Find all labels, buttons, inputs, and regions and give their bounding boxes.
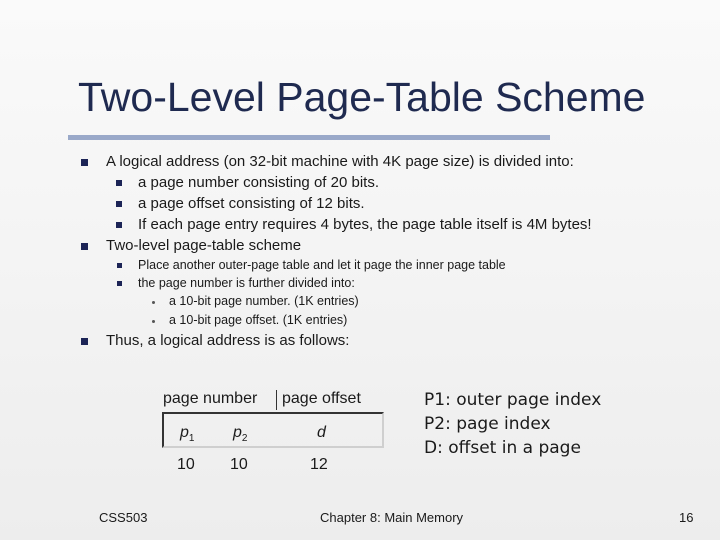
bullet-square-icon bbox=[81, 159, 88, 166]
field-p1-bits: 10 bbox=[177, 456, 195, 473]
bullet-text: the page number is further divided into: bbox=[138, 276, 355, 290]
bullet-square-icon bbox=[116, 201, 122, 207]
field-name: p bbox=[180, 424, 189, 441]
bullet-text: Place another outer-page table and let it page the inner page table bbox=[138, 258, 506, 272]
bullet-text: If each page entry requires 4 bytes, the page table itself is 4M bytes! bbox=[138, 216, 592, 233]
legend-line: P1: outer page index bbox=[424, 390, 602, 410]
field-subscript: 2 bbox=[241, 433, 248, 445]
field-d bbox=[317, 424, 326, 442]
bullet-square-icon bbox=[117, 263, 122, 268]
field-name: d bbox=[317, 424, 326, 441]
slide-title: Two-Level Page-Table Scheme bbox=[78, 74, 646, 120]
bullet-square-icon bbox=[117, 281, 122, 286]
field-p2-bits: 10 bbox=[230, 456, 248, 473]
footer-course: CSS503 bbox=[99, 510, 148, 525]
legend-line: P2: page index bbox=[424, 414, 551, 434]
bullet-square-icon bbox=[116, 222, 122, 228]
field-p1 bbox=[180, 424, 194, 444]
bullet-square-icon bbox=[81, 338, 88, 345]
page-offset-label: page offset bbox=[282, 390, 361, 407]
bullet-text: a 10-bit page number. (1K entries) bbox=[169, 294, 359, 308]
bullet-text: A logical address (on 32-bit machine with 4K page size) is divided into: bbox=[106, 153, 574, 170]
field-name: p bbox=[233, 424, 242, 441]
bullet-dot-icon bbox=[152, 301, 155, 304]
bullet-dot-icon bbox=[152, 320, 155, 323]
legend-line: D: offset in a page bbox=[424, 438, 581, 458]
bullet-square-icon bbox=[116, 180, 122, 186]
address-field-box bbox=[162, 412, 384, 448]
bullet-text: a page number consisting of 20 bits. bbox=[138, 174, 379, 191]
field-p2 bbox=[233, 424, 247, 444]
field-d-bits: 12 bbox=[310, 456, 328, 473]
label-separator bbox=[276, 390, 277, 410]
bullet-text: a page offset consisting of 12 bits. bbox=[138, 195, 365, 212]
footer-page-number: 16 bbox=[679, 510, 694, 525]
title-underline bbox=[68, 135, 550, 140]
field-subscript: 1 bbox=[188, 433, 195, 445]
page-number-label: page number bbox=[163, 390, 258, 407]
footer-chapter: Chapter 8: Main Memory bbox=[320, 510, 464, 525]
bullet-square-icon bbox=[81, 243, 88, 250]
bullet-text: a 10-bit page offset. (1K entries) bbox=[169, 313, 348, 327]
bullet-text: Thus, a logical address is as follows: bbox=[106, 332, 350, 349]
bullet-text: Two-level page-table scheme bbox=[106, 237, 302, 254]
